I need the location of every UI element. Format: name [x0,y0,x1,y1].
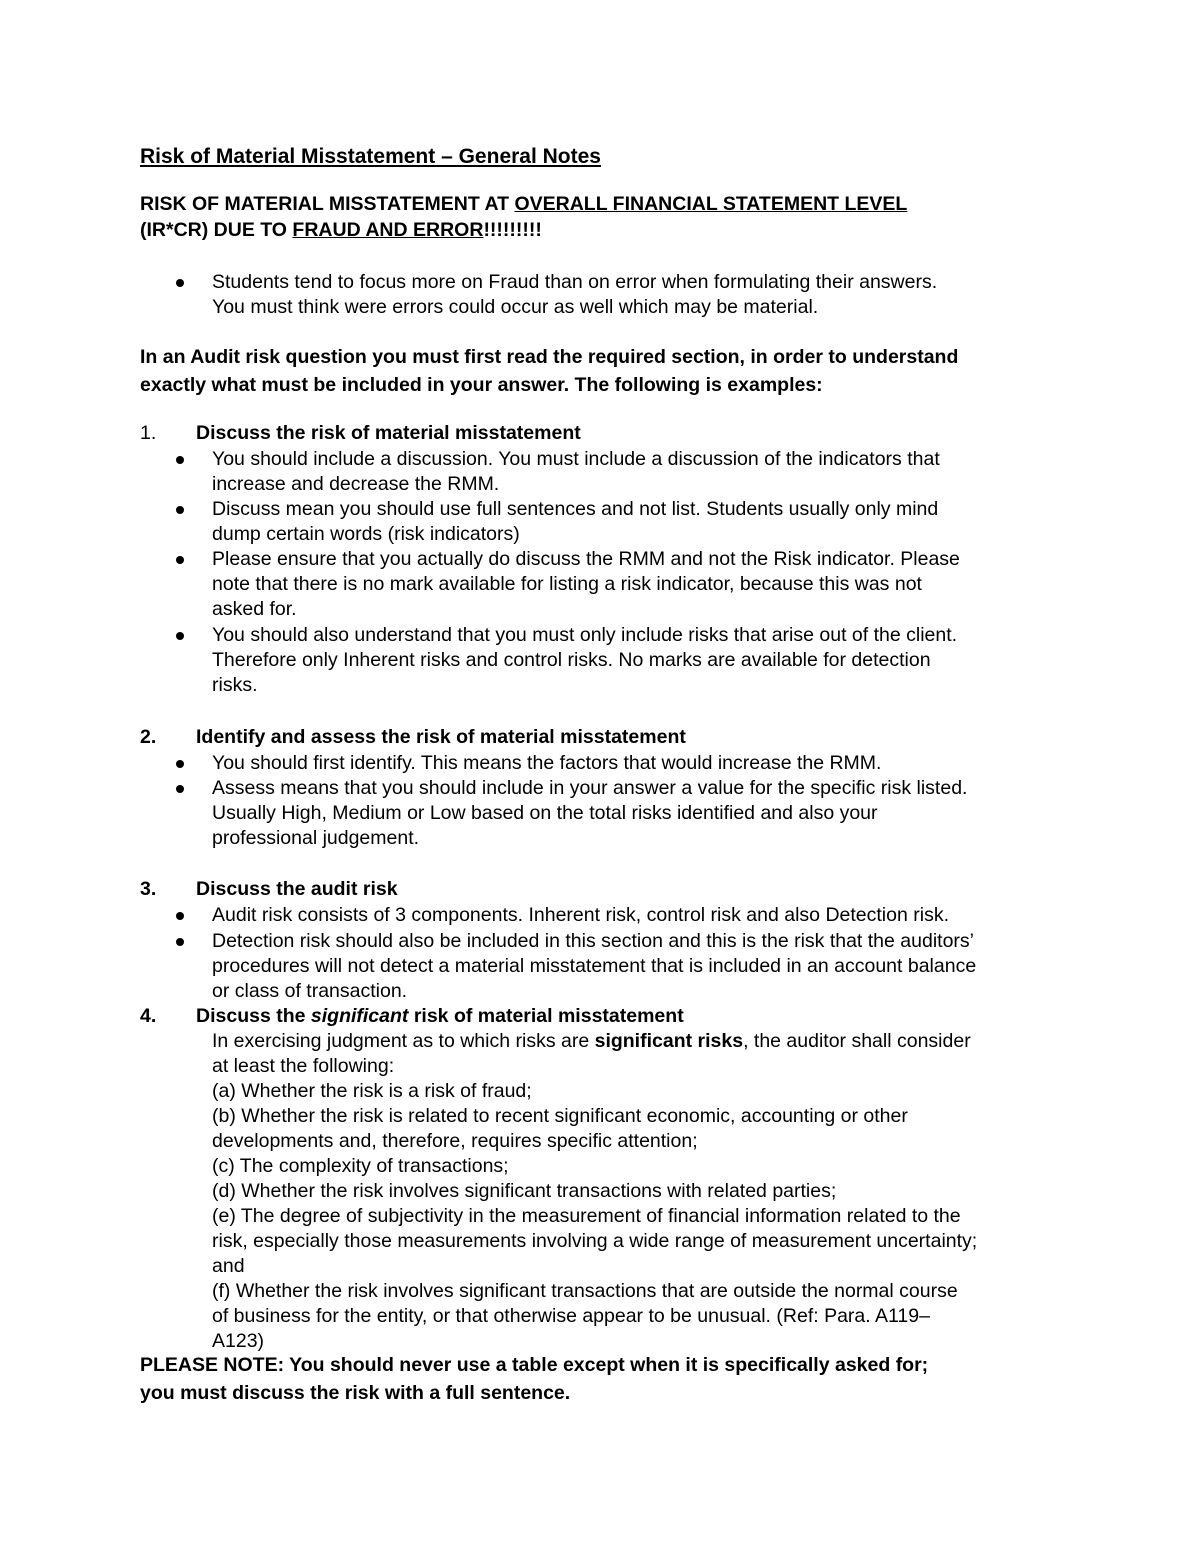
section-2-bullet-line: professional judgement. [212,827,420,849]
section-1-bullet-line: risks. [212,674,258,696]
section-1-number: 1. [140,422,157,444]
section-4-paragraph-line: at least the following: [212,1055,395,1077]
section-heading-line-2 [140,218,542,243]
lead-paragraph-line: exactly what must be included in your answer. The following is examples: [140,374,823,396]
section-4-paragraph-line: of business for the entity, or that otherwise appear to be unusual. (Ref: Para. A119– [212,1305,930,1327]
section-4-paragraph-line: A123) [212,1330,265,1352]
section-2-number: 2. [140,726,157,748]
section-4-paragraph-line: (a) Whether the risk is a risk of fraud; [212,1080,532,1102]
section-1-bullet-line: You should also understand that you must only include risks that arise out of the client. [212,624,958,646]
section-4-paragraph-line: developments and, therefore, requires specific attention; [212,1130,698,1152]
bullet-icon [176,938,184,946]
section-4-paragraph-line: and [212,1255,245,1277]
section-4-paragraph-line [212,1029,971,1054]
please-note-line: PLEASE NOTE: You should never use a table except when it is specifically asked for; [140,1354,929,1376]
paragraph-text: In exercising judgment as to which risks are [212,1030,595,1052]
section-4-paragraph-line: (b) Whether the risk is related to recent significant economic, accounting or other [212,1105,908,1127]
section-4-title-text: risk of material misstatement [408,1005,684,1027]
bullet-icon [176,279,184,287]
bullet-icon [176,556,184,564]
heading-text: (IR*CR) DUE TO [140,219,293,241]
section-1-bullet-line: Therefore only Inherent risks and control risks. No marks are available for detection [212,649,931,671]
section-heading-line-1 [140,192,907,217]
section-4-title-emphasis: significant [310,1005,409,1027]
section-1-bullet-line: You should include a discussion. You must include a discussion of the indicators that [212,448,940,470]
paragraph-bold-text: significant risks [594,1030,744,1052]
heading-underlined-text: FRAUD AND ERROR [292,219,484,241]
section-4-paragraph-line: (c) The complexity of transactions; [212,1155,509,1177]
please-note-line: you must discuss the risk with a full sentence. [140,1382,571,1404]
paragraph-text: , the auditor shall consider [743,1030,971,1052]
section-4-paragraph-line: risk, especially those measurements involving a wide range of measurement uncertainty; [212,1230,978,1252]
section-1-bullet-line: asked for. [212,598,297,620]
bullet-icon [176,632,184,640]
section-1-bullet-line: dump certain words (risk indicators) [212,523,520,545]
section-3-title: Discuss the audit risk [196,878,398,900]
intro-bullet-line: Students tend to focus more on Fraud than on error when formulating their answers. [212,271,938,293]
section-2-bullet-line: Usually High, Medium or Low based on the total risks identified and also your [212,802,878,824]
section-3-bullet-line: procedures will not detect a material misstatement that is included in an account balance [212,955,977,977]
section-2-bullet-line: Assess means that you should include in your answer a value for the specific risk listed. [212,777,968,799]
heading-text: RISK OF MATERIAL MISSTATEMENT AT [140,193,515,215]
bullet-icon [176,760,184,768]
lead-paragraph-line: In an Audit risk question you must first read the required section, in order to understand [140,346,959,368]
section-4-number: 4. [140,1005,157,1027]
bullet-icon [176,456,184,464]
section-2-bullet-line: You should first identify. This means the factors that would increase the RMM. [212,752,882,774]
section-4-paragraph-line: (e) The degree of subjectivity in the measurement of financial information related to the [212,1205,961,1227]
heading-exclamations: !!!!!!!!! [483,219,542,241]
intro-bullet-line: You must think were errors could occur as well which may be material. [212,296,819,318]
section-3-bullet-line: Detection risk should also be included in this section and this is the risk that the auditors’ [212,930,974,952]
document-title: Risk of Material Misstatement – General Notes [140,145,601,168]
section-4-paragraph-line: (f) Whether the risk involves significant transactions that are outside the normal course [212,1280,958,1302]
section-1-bullet-line: Discuss mean you should use full sentences and not list. Students usually only mind [212,498,939,520]
section-4-title-text: Discuss the [196,1005,311,1027]
section-4-paragraph-line: (d) Whether the risk involves significant transactions with related parties; [212,1180,837,1202]
section-1-title: Discuss the risk of material misstatement [196,422,581,444]
section-3-number: 3. [140,878,157,900]
section-4-title [196,1004,684,1029]
section-1-bullet-line: Please ensure that you actually do discuss the RMM and not the Risk indicator. Please [212,548,960,570]
section-1-bullet-line: increase and decrease the RMM. [212,473,500,495]
section-3-bullet-line: Audit risk consists of 3 components. Inherent risk, control risk and also Detection risk. [212,904,949,926]
bullet-icon [176,785,184,793]
section-1-bullet-line: note that there is no mark available for listing a risk indicator, because this was not [212,573,922,595]
heading-underlined-text: OVERALL FINANCIAL STATEMENT LEVEL [514,193,908,215]
section-2-title: Identify and assess the risk of material misstatement [196,726,686,748]
section-3-bullet-line: or class of transaction. [212,980,408,1002]
bullet-icon [176,912,184,920]
bullet-icon [176,506,184,514]
